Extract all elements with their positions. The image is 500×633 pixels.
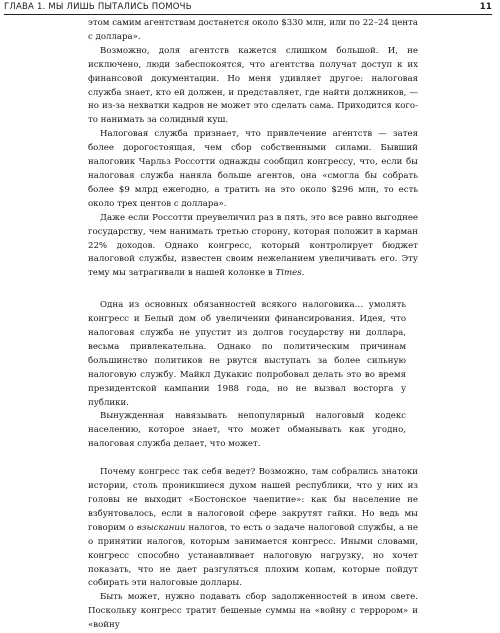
quote-paragraph: Одна из основных обязанностей всякого налоговика… умолять конгресс и Белый дом об увеличении финансирования. Идея, что налоговая служба не упустит из долгов государству ни доллара, весьма привлекательна. Однако по политическим причинам большинство политиков не рвутся выступать за более сильную налоговую службу. Майкл Дукакис попробовал делать это во время президентской кампании 1988 года, но не вызвал восторга у публики. [88, 300, 406, 408]
paragraph: этом самим агентствам достанется около $330 млн, или по 22–24 цента с доллара». [88, 18, 418, 42]
block-quote [88, 299, 418, 452]
emphasis: взыскании [136, 522, 186, 533]
header-rule [4, 14, 492, 15]
running-header [4, 2, 492, 14]
paragraph: Быть может, нужно подавать сбор задолженностей в ином свете. Поскольку конгресс тратит бешеные суммы на «войну с террором» и «войну [88, 592, 418, 631]
paragraph-text: налогов, то есть о задаче налоговой службы, а не о принятии налогов, которым занимается конгресс. Иными словами, конгресс способно устанавливает налоговую нагрузку, но хочет показать, что не дает разгуляться плохим копам, которые пойдут собирать эти налоговые доллары. [88, 522, 418, 589]
page-number: 11 [479, 2, 492, 12]
newspaper-name: Times [275, 268, 302, 279]
paragraph-text: Почему конгресс так себя ведет? Возможно, там собрались знатоки истории, столь проникшиеся духом нашей республики, что у них из головы не выходит «Бостонское чаепитие»: как бы население не взбунтовалось, если в налоговой сфере закрутят гайки. Но ведь мы говорим о [88, 467, 418, 533]
paragraph: Возможно, доля агентств кажется слишком большой. И, не исключено, люди забеспокоятся, что агентства получат доступ к их финансовой документации. Но меня удивляет другое: налоговая служба знает, кто ей должен, и представляет, где найти должников, — но из-за нехватки кадров не может это сделать сама. Приходится кого-то нанимать за солидный куш. [88, 45, 418, 126]
paragraph-text: Даже если Россотти преувеличил раз в пять, это все равно выгоднее государству, чем нанимать третью сторону, которая положит в карман 22% доходов. Однако конгресс, который контролирует бюджет налоговой службы, известен своим нежеланием увеличивать его. Эту тему мы затрагивали в нашей колонке в [88, 212, 418, 279]
paragraph: Налоговая служба признает, что привлечение агентств — затея более дорогостоящая, чем сбор собственными силами. Бывший налоговик Чарльз Россотти однажды сообщил конгрессу, что, если бы налоговая служба наняла больше агентов, она «смогла бы собрать более $9 млрд ежегодно, а тратить на это около $296 млн, то есть около трех центов с доллара». [88, 129, 418, 209]
chapter-title: ГЛАВА 1. МЫ ЛИШЬ ПЫТАЛИСЬ ПОМОЧЬ [4, 2, 192, 12]
quote-paragraph: Вынужденная навязывать непопулярный налоговый кодекс населению, которое знает, что может обманывать как угодно, налоговая служба делает, что может. [88, 411, 406, 450]
paragraph [88, 212, 418, 282]
body-text [88, 17, 418, 633]
paragraph-text: . [301, 268, 305, 279]
paragraph [88, 466, 418, 591]
